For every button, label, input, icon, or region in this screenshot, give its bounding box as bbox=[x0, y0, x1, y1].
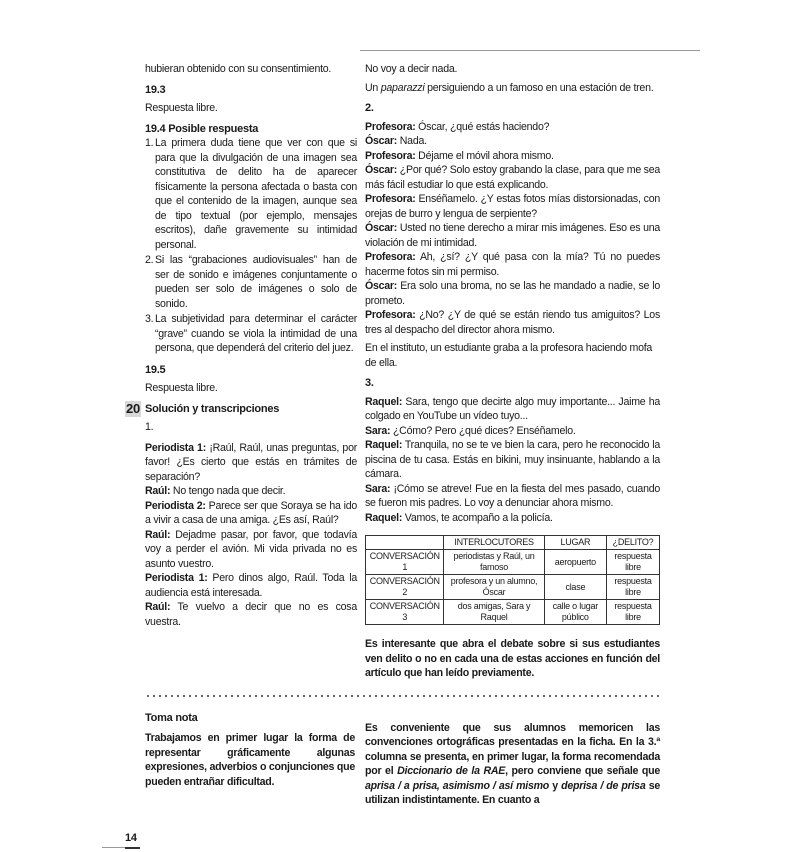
speaker: Periodista 1: bbox=[145, 441, 206, 454]
speaker: Profesora: bbox=[365, 193, 416, 205]
italic-text: Diccionario de la RAE bbox=[397, 765, 506, 777]
text: se utilizan indistintamente. En cuanto a bbox=[365, 779, 661, 806]
line-text: ¿No? ¿Y de qué se están riendo tus amiguitos? Los tres al despacho del director ahora mismo. bbox=[365, 309, 660, 336]
section-19-4-title: 19.4 Posible respuesta bbox=[145, 122, 259, 135]
cell: profesora y un alumno, Óscar bbox=[444, 575, 544, 600]
list-item bbox=[145, 312, 357, 356]
speaker: Profesora: bbox=[365, 149, 416, 162]
speaker: Sara: bbox=[365, 424, 391, 437]
line-text: No tengo nada que decir. bbox=[170, 485, 286, 497]
line-text: Pero dinos algo, Raúl. Toda la audiencia está interesada. bbox=[145, 572, 357, 599]
header-cell: ¿DELITO? bbox=[607, 536, 660, 550]
speaker: Óscar: bbox=[365, 222, 398, 234]
header-cell bbox=[366, 536, 444, 550]
line-text: Ah, ¿sí? ¿Y qué pasa con la mía? Tú no puedes hacerme fotos sin mi permiso. bbox=[365, 251, 660, 278]
text: y bbox=[549, 779, 562, 792]
section-19-3-body: Respuesta libre. bbox=[145, 102, 218, 114]
item-number: 3. bbox=[145, 313, 154, 325]
two-column-section bbox=[126, 62, 660, 681]
line-text: Nada. bbox=[397, 135, 427, 147]
table-header-row bbox=[366, 536, 660, 550]
dialogue-line bbox=[365, 120, 660, 135]
page-footer bbox=[102, 832, 140, 852]
italic-text: aprisa / a prisa, asimismo / así mismo bbox=[365, 779, 549, 792]
speaker: Raúl: bbox=[145, 485, 171, 497]
section-20-heading bbox=[126, 400, 357, 417]
speaker: Raquel: bbox=[365, 511, 403, 524]
dialogue-line bbox=[365, 424, 660, 439]
dialogue-line bbox=[145, 484, 357, 499]
line-text: Parece ser que Soraya se ha ido a vivir a casa de una amiga. ¿Es así, Raúl? bbox=[145, 499, 357, 526]
line-text: Te vuelvo a decir que no es cosa vuestra. bbox=[145, 601, 357, 628]
dialogue-line bbox=[145, 571, 357, 600]
speaker: Sara: bbox=[365, 482, 391, 495]
cell: clase bbox=[544, 575, 606, 600]
cell: periodistas y Raúl, un famoso bbox=[444, 550, 544, 575]
dialogue-line bbox=[365, 163, 660, 192]
table-row bbox=[366, 575, 660, 600]
dialogue-3 bbox=[365, 395, 660, 526]
cell: respuesta libre bbox=[607, 550, 660, 575]
speaker: Profesora: bbox=[365, 120, 416, 133]
item-text: La subjetividad para determinar el carácter “grave” cuando se viola la intimidad de una persona, que dependerá del criterio del juez. bbox=[155, 313, 357, 354]
page-number: 14 bbox=[125, 831, 137, 844]
line-text: Era solo una broma, no se las he mandado a nadie, se lo prometo. bbox=[365, 280, 660, 307]
speaker: Profesora: bbox=[365, 251, 416, 263]
section-number-badge: 20 bbox=[126, 400, 140, 416]
italic-text: deprisa / de prisa bbox=[561, 779, 646, 792]
line-text: ¿Por qué? Solo estoy grabando la clase, para que me sea más fácil estudiar lo que está explicando. bbox=[365, 164, 660, 191]
dialogue-line bbox=[365, 511, 660, 526]
teacher-note: Es interesante que abra el debate sobre si sus estudiantes ven delito o no en cada una de estas acciones en función del artículo que han leído previamente. bbox=[365, 638, 660, 679]
cell: aeropuerto bbox=[544, 550, 606, 575]
dialogue-line bbox=[365, 250, 660, 279]
section-19-4-list bbox=[145, 136, 357, 356]
speaker: Óscar: bbox=[365, 135, 398, 147]
summary-2: En el instituto, un estudiante graba a la profesora haciendo mofa de ella. bbox=[365, 342, 653, 369]
dialogue-line bbox=[365, 438, 660, 482]
cell: respuesta libre bbox=[607, 575, 660, 600]
line-text: ¡Raúl, Raúl, unas preguntas, por favor! ¿Es cierto que estás en trámites de separación? bbox=[145, 441, 357, 483]
cell: respuesta libre bbox=[607, 600, 660, 625]
text: Un bbox=[365, 81, 381, 94]
dialogue-line bbox=[145, 600, 357, 629]
line-text: Sara, tengo que decirte algo muy importante... Jaime ha colgado en YouTube un vídeo tuyo... bbox=[365, 395, 660, 422]
speaker: Raúl: bbox=[145, 528, 171, 541]
line-text: Vamos, te acompaño a la policía. bbox=[402, 511, 553, 524]
line-text: Dejadme pasar, por favor, que todavía voy a perder el avión. Mi vida privada no es asunto vuestro. bbox=[145, 528, 357, 570]
dialogue-line bbox=[365, 395, 660, 424]
speaker: Óscar: bbox=[365, 280, 398, 292]
dialogue-line bbox=[365, 134, 660, 149]
right-column bbox=[365, 62, 660, 681]
part-2-label: 2. bbox=[365, 102, 374, 114]
list-item bbox=[145, 136, 357, 252]
bottom-section bbox=[145, 711, 660, 808]
page-rule-accent bbox=[125, 847, 140, 849]
cell: CONVERSACIÓN 1 bbox=[366, 550, 444, 575]
table-row bbox=[366, 600, 660, 625]
toma-nota-body: Trabajamos en primer lugar la forma de representar gráficamente algunas expresiones, adverbios o conjunciones que pueden entrañar dificultad. bbox=[145, 732, 355, 788]
line-text: Enséñamelo. ¿Y estas fotos mías distorsionadas, con orejas de burro y lengua de serpiente? bbox=[365, 193, 660, 220]
dialogue-line bbox=[145, 499, 357, 528]
summary-1 bbox=[365, 81, 660, 96]
part-3-label: 3. bbox=[365, 377, 374, 389]
line-text: Tranquila, no se te ve bien la cara, pero he reconocido la piscina de tu casa. Estás en bikini, muy insinuante, hablando a la cámara. bbox=[365, 439, 660, 480]
toma-nota-title: Toma nota bbox=[145, 711, 198, 724]
table-row bbox=[366, 550, 660, 575]
section-19-3-title: 19.3 bbox=[145, 83, 166, 96]
speaker: Óscar: bbox=[365, 164, 398, 176]
dialogue-line bbox=[365, 192, 660, 221]
speaker: Raquel: bbox=[365, 395, 403, 408]
speaker: Raquel: bbox=[365, 439, 403, 451]
dialogue-2 bbox=[365, 120, 660, 338]
continuation-text: hubieran obtenido con su consentimiento. bbox=[145, 63, 332, 75]
part-1-label: 1. bbox=[145, 421, 154, 433]
toma-nota-box bbox=[145, 711, 355, 790]
item-text: La primera duda tiene que ver con que si para que la divulgación de una imagen sea constitutiva de delito ha de aparecer físicamente la persona afectada o basta con que el contenido de la imagen, aunque sea de tipo textual (por ejemplo, mensajes escritos), dañe gravemente su intimidad personal. bbox=[155, 137, 357, 251]
dialogue-line bbox=[365, 279, 660, 308]
item-number: 2. bbox=[145, 254, 154, 266]
dialogue-1 bbox=[145, 441, 357, 630]
page-body bbox=[125, 0, 661, 852]
italic-text: paparazzi bbox=[380, 81, 425, 94]
conventions-paragraph bbox=[365, 721, 660, 808]
line-text: ¡Cómo se atreve! Fue en la fiesta del mes pasado, cuando se fueron mis padres. Lo voy a denunciar ahora mismo. bbox=[365, 482, 660, 509]
dotted-separator bbox=[145, 695, 660, 697]
section-19-5-body: Respuesta libre. bbox=[145, 382, 218, 394]
line-text: ¿Cómo? Pero ¿qué dices? Enséñamelo. bbox=[390, 424, 576, 437]
section-19-5-title: 19.5 bbox=[145, 363, 166, 376]
cell: CONVERSACIÓN 2 bbox=[366, 575, 444, 600]
text: Es conveniente que sus alumnos memoricen las convenciones ortográficas presentadas en la ficha. En la 3.ª columna se presenta, en primer lugar, la forma recomendada por el bbox=[365, 721, 660, 777]
cell: CONVERSACIÓN 3 bbox=[366, 600, 444, 625]
line-text: Usted no tiene derecho a mirar mis imágenes. Eso es una violación de mi intimidad. bbox=[365, 222, 660, 249]
dialogue-line bbox=[365, 221, 660, 250]
text: , pero conviene que señale que bbox=[505, 765, 660, 777]
cell: calle o lugar público bbox=[544, 600, 606, 625]
dialogue-line bbox=[365, 149, 660, 164]
dialogue-line bbox=[365, 308, 660, 337]
text: persiguiendo a un famoso en una estación de tren. bbox=[424, 81, 654, 94]
line-text: Óscar, ¿qué estás haciendo? bbox=[415, 120, 550, 133]
line-text: Déjame el móvil ahora mismo. bbox=[415, 149, 554, 162]
line-no-voy: No voy a decir nada. bbox=[365, 63, 458, 75]
speaker: Profesora: bbox=[365, 309, 416, 321]
dialogue-line bbox=[365, 482, 660, 511]
speaker: Periodista 2: bbox=[145, 499, 206, 512]
header-cell: INTERLOCUTORES bbox=[444, 536, 544, 550]
dialogue-line bbox=[145, 528, 357, 572]
speaker: Raúl: bbox=[145, 601, 171, 613]
list-item bbox=[145, 253, 357, 311]
left-column bbox=[126, 62, 357, 629]
speaker: Periodista 1: bbox=[145, 572, 208, 584]
item-number: 1. bbox=[145, 137, 154, 149]
dialogue-line bbox=[145, 441, 357, 485]
header-cell: LUGAR bbox=[544, 536, 606, 550]
item-text: Si las “grabaciones audiovisuales” han de ser de sonido e imágenes conjuntamente o pueden ser solo de imágenes o solo de sonido. bbox=[155, 254, 357, 310]
cell: dos amigas, Sara y Raquel bbox=[444, 600, 544, 625]
section-20-title: Solución y transcripciones bbox=[145, 402, 280, 415]
conversations-table bbox=[365, 535, 660, 625]
